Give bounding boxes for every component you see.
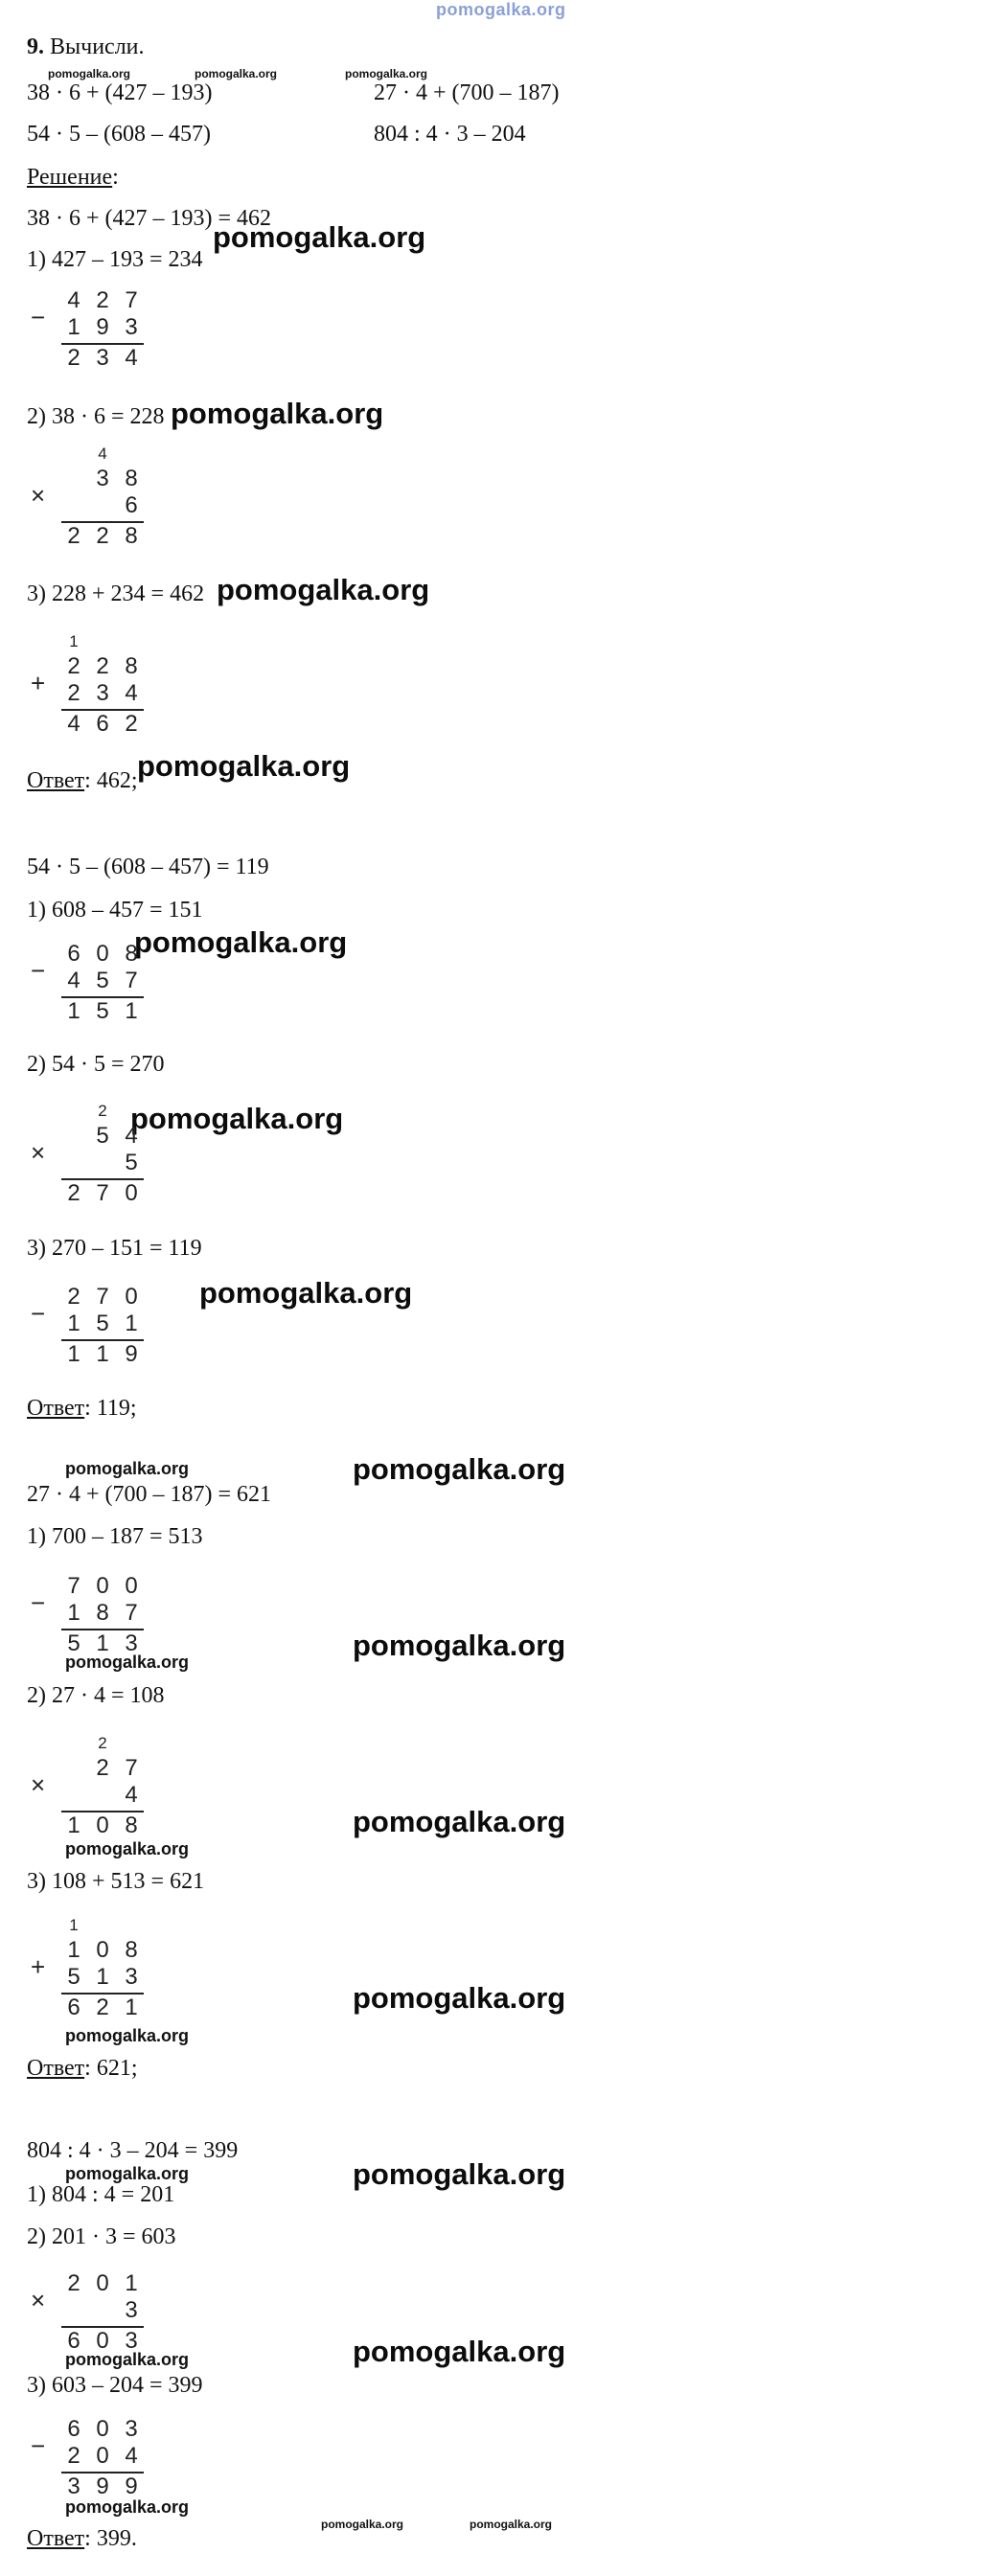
bottom-digit: 1 xyxy=(96,1964,109,1990)
carry-digit: 1 xyxy=(69,1916,79,1934)
bottom-digit: 5 xyxy=(96,968,109,993)
top-digit: 6 xyxy=(67,2416,80,2442)
operation-sign: + xyxy=(31,1952,46,1981)
watermark: pomogalka.org xyxy=(353,2335,566,2368)
bottom-digit: 9 xyxy=(96,314,109,340)
result-digit: 9 xyxy=(125,2473,138,2499)
bottom-digit: 6 xyxy=(125,492,138,518)
watermark: pomogalka.org xyxy=(213,220,426,254)
step-line: 3) 108 + 513 = 621 xyxy=(27,1869,205,1894)
watermark-small: pomogalka.org xyxy=(195,67,278,80)
watermark: pomogalka.org xyxy=(353,2157,566,2191)
watermark: pomogalka.org xyxy=(134,925,348,959)
step-line: 2) 54 · 5 = 270 xyxy=(27,1052,165,1077)
bottom-digit: 2 xyxy=(67,2443,80,2469)
result-digit: 8 xyxy=(125,1812,138,1838)
bottom-digit: 3 xyxy=(125,1964,138,1990)
result-digit: 4 xyxy=(67,711,80,737)
watermark-small: pomogalka.org xyxy=(321,2518,404,2531)
bottom-digit: 5 xyxy=(67,1964,80,1990)
answer-label: Ответ xyxy=(27,2056,85,2081)
top-digit: 7 xyxy=(125,287,138,313)
answer-line xyxy=(27,2526,137,2552)
top-digit: 4 xyxy=(125,1123,138,1149)
watermark: pomogalka.org xyxy=(137,749,351,783)
result-digit: 1 xyxy=(67,998,80,1024)
task-title-text: Вычисли. xyxy=(50,34,145,59)
operation-sign: − xyxy=(31,2431,46,2460)
watermark: pomogalka.org xyxy=(353,1452,566,1486)
top-digit: 8 xyxy=(125,653,138,679)
bottom-digit: 5 xyxy=(125,1150,138,1175)
result-digit: 5 xyxy=(96,998,109,1024)
operation-sign: − xyxy=(31,1588,46,1617)
step-line: 1) 804 : 4 = 201 xyxy=(27,2182,175,2207)
step-line: 3) 603 – 204 = 399 xyxy=(27,2373,203,2398)
step-line: 3) 270 – 151 = 119 xyxy=(27,1236,202,1261)
carry-digit: 1 xyxy=(69,632,79,650)
watermark-small: pomogalka.org xyxy=(65,1839,190,1858)
bottom-digit: 7 xyxy=(125,968,138,993)
result-digit: 2 xyxy=(96,523,109,549)
watermark: pomogalka.org xyxy=(171,397,384,430)
top-digit: 1 xyxy=(125,2270,138,2296)
bottom-digit: 3 xyxy=(96,680,109,706)
block-header: 27 · 4 + (700 – 187) = 621 xyxy=(27,1482,272,1507)
answer-value: : 399. xyxy=(84,2526,137,2551)
result-digit: 3 xyxy=(67,2473,80,2499)
top-digit: 0 xyxy=(96,941,109,967)
solution-label: Решение xyxy=(27,165,113,190)
watermark: pomogalka.org xyxy=(130,1102,344,1135)
block-header: 804 : 4 · 3 – 204 = 399 xyxy=(27,2138,239,2163)
bottom-digit: 1 xyxy=(67,1311,80,1336)
carry-digit: 2 xyxy=(98,1734,107,1752)
bottom-digit: 3 xyxy=(125,2297,138,2323)
answer-line xyxy=(27,2056,138,2082)
watermark: pomogalka.org xyxy=(353,1629,566,1662)
step-line: 3) 228 + 234 = 462 xyxy=(27,581,205,606)
top-watermark: pomogalka.org xyxy=(436,0,566,19)
result-digit: 2 xyxy=(125,711,138,737)
result-digit: 0 xyxy=(125,1180,138,1206)
answer-value: : 119; xyxy=(84,1396,137,1421)
bottom-digit: 1 xyxy=(125,1311,138,1336)
watermark-small: pomogalka.org xyxy=(65,2026,190,2045)
task-expression: 804 : 4 · 3 – 204 xyxy=(374,122,526,147)
step-line: 1) 608 – 457 = 151 xyxy=(27,898,203,923)
watermark: pomogalka.org xyxy=(353,1805,566,1838)
step-line: 1) 700 – 187 = 513 xyxy=(27,1524,203,1549)
watermark: pomogalka.org xyxy=(353,1981,566,2015)
result-digit: 1 xyxy=(125,1995,138,2020)
bottom-digit: 3 xyxy=(125,314,138,340)
result-digit: 9 xyxy=(125,1341,138,1367)
top-digit: 0 xyxy=(96,2416,109,2442)
result-digit: 3 xyxy=(125,2328,138,2354)
step-line: 2) 27 · 4 = 108 xyxy=(27,1683,165,1708)
bottom-digit: 2 xyxy=(67,680,80,706)
top-digit: 8 xyxy=(125,1937,138,1963)
watermark-small: pomogalka.org xyxy=(65,2164,190,2183)
watermark-small: pomogalka.org xyxy=(65,1653,190,1672)
task-expression: 54 · 5 – (608 – 457) xyxy=(27,122,211,147)
top-digit: 7 xyxy=(67,1573,80,1599)
answer-value: : 621; xyxy=(84,2056,138,2081)
watermark-small: pomogalka.org xyxy=(65,1459,190,1478)
result-digit: 5 xyxy=(67,1630,80,1656)
bottom-digit: 4 xyxy=(67,968,80,993)
answer-label: Ответ xyxy=(27,1396,85,1421)
top-digit: 3 xyxy=(125,2416,138,2442)
bottom-digit: 4 xyxy=(125,1782,138,1808)
top-digit: 2 xyxy=(96,1755,109,1781)
result-digit: 1 xyxy=(67,1812,80,1838)
result-digit: 6 xyxy=(67,2328,80,2354)
block-header: 38 · 6 + (427 – 193) = 462 xyxy=(27,206,272,231)
answer-label: Ответ xyxy=(27,768,85,793)
result-digit: 4 xyxy=(125,345,138,371)
result-digit: 1 xyxy=(125,998,138,1024)
task-expression: 27 · 4 + (700 – 187) xyxy=(374,80,560,105)
top-digit: 0 xyxy=(96,2270,109,2296)
step-line: 2) 201 · 3 = 603 xyxy=(27,2224,176,2249)
task-expression: 38 · 6 + (427 – 193) xyxy=(27,80,213,105)
bottom-digit: 4 xyxy=(125,680,138,706)
solution-colon: : xyxy=(112,165,119,190)
task-number: 9. xyxy=(27,34,44,59)
carry-digit: 4 xyxy=(98,445,107,463)
top-digit: 0 xyxy=(125,1573,138,1599)
bottom-digit: 1 xyxy=(67,1600,80,1626)
top-digit: 0 xyxy=(125,1284,138,1310)
result-digit: 2 xyxy=(67,1180,80,1206)
top-digit: 7 xyxy=(96,1284,109,1310)
result-digit: 6 xyxy=(67,1995,80,2020)
answer-label: Ответ xyxy=(27,2526,85,2551)
top-digit: 2 xyxy=(67,1284,80,1310)
solution-heading xyxy=(27,165,119,191)
result-digit: 9 xyxy=(96,2473,109,2499)
step-line: 1) 427 – 193 = 234 xyxy=(27,247,203,272)
watermark-small: pomogalka.org xyxy=(48,67,131,80)
operation-sign: × xyxy=(31,1770,46,1799)
bottom-digit: 5 xyxy=(96,1311,109,1336)
top-digit: 0 xyxy=(96,1937,109,1963)
top-digit: 2 xyxy=(67,2270,80,2296)
watermark: pomogalka.org xyxy=(217,573,430,606)
watermark-small: pomogalka.org xyxy=(470,2518,553,2531)
answer-line xyxy=(27,1396,137,1422)
step-line: 2) 38 · 6 = 228 xyxy=(27,404,165,429)
bottom-digit: 1 xyxy=(67,314,80,340)
top-digit: 0 xyxy=(96,1573,109,1599)
watermark: pomogalka.org xyxy=(199,1276,413,1310)
result-digit: 0 xyxy=(96,1812,109,1838)
bottom-digit: 4 xyxy=(125,2443,138,2469)
result-digit: 6 xyxy=(96,711,109,737)
top-digit: 5 xyxy=(96,1123,109,1149)
top-digit: 1 xyxy=(67,1937,80,1963)
top-digit: 3 xyxy=(96,466,109,491)
bottom-digit: 0 xyxy=(96,2443,109,2469)
operation-sign: − xyxy=(31,1299,46,1328)
result-digit: 2 xyxy=(67,345,80,371)
carry-digit: 2 xyxy=(98,1102,107,1120)
answer-line xyxy=(27,768,138,794)
result-digit: 0 xyxy=(96,2328,109,2354)
top-digit: 8 xyxy=(125,466,138,491)
watermark-small: pomogalka.org xyxy=(65,2497,190,2517)
result-digit: 1 xyxy=(96,1630,109,1656)
top-digit: 7 xyxy=(125,1755,138,1781)
top-digit: 4 xyxy=(67,287,80,313)
operation-sign: × xyxy=(31,481,46,510)
top-digit: 2 xyxy=(96,653,109,679)
operation-sign: − xyxy=(31,956,46,985)
result-digit: 7 xyxy=(96,1180,109,1206)
task-title xyxy=(27,34,145,60)
result-digit: 3 xyxy=(125,1630,138,1656)
bottom-digit: 7 xyxy=(125,1600,138,1626)
operation-sign: × xyxy=(31,2286,46,2314)
operation-sign: + xyxy=(31,669,46,697)
top-digit: 2 xyxy=(67,653,80,679)
result-digit: 1 xyxy=(67,1341,80,1367)
block-header: 54 · 5 – (608 – 457) = 119 xyxy=(27,855,269,879)
result-digit: 2 xyxy=(67,523,80,549)
top-digit: 6 xyxy=(67,941,80,967)
operation-sign: × xyxy=(31,1138,46,1167)
answer-value: : 462; xyxy=(84,768,138,793)
watermark-small: pomogalka.org xyxy=(345,67,428,80)
result-digit: 3 xyxy=(96,345,109,371)
bottom-digit: 8 xyxy=(96,1600,109,1626)
operation-sign: − xyxy=(31,303,46,331)
result-digit: 8 xyxy=(125,523,138,549)
top-digit: 2 xyxy=(96,287,109,313)
result-digit: 1 xyxy=(96,1341,109,1367)
result-digit: 2 xyxy=(96,1995,109,2020)
watermark-small: pomogalka.org xyxy=(65,2350,190,2369)
top-digit: 8 xyxy=(125,941,138,967)
